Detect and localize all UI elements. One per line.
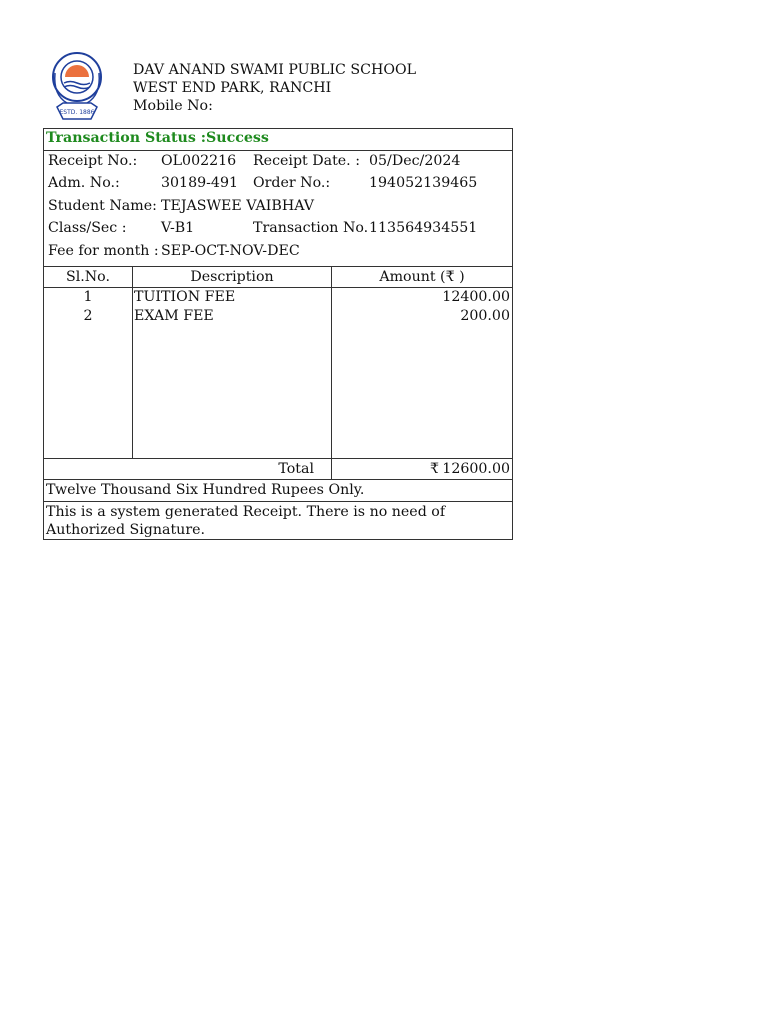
dav-emblem-icon bbox=[51, 45, 103, 125]
class-sec-label: Class/Sec : bbox=[48, 220, 127, 236]
row-sl-no: 2 bbox=[83, 308, 93, 324]
transaction-no-value: 113564934551 bbox=[369, 220, 478, 236]
mobile-label: Mobile No: bbox=[133, 98, 213, 114]
student-name-value: TEJASWEE VAIBHAV bbox=[161, 198, 314, 214]
rupee-icon: ₹ bbox=[430, 461, 440, 477]
row-amount: 12400.00 bbox=[442, 289, 510, 305]
header-amount: Amount (₹ ) bbox=[379, 269, 465, 285]
class-sec-value: V-B1 bbox=[161, 220, 195, 236]
receipt-date-label: Receipt Date. : bbox=[253, 153, 360, 169]
header-description: Description bbox=[190, 269, 274, 285]
transaction-no-label: Transaction No. bbox=[253, 220, 369, 236]
total-row bbox=[44, 459, 512, 480]
receipt-no-value: OL002216 bbox=[161, 153, 237, 169]
table-row bbox=[44, 288, 512, 307]
order-no-label: Order No.: bbox=[253, 175, 331, 191]
fee-table-body bbox=[44, 288, 512, 459]
receipt-details bbox=[44, 151, 512, 267]
svg-text:ESTD. 1886: ESTD. 1886 bbox=[59, 109, 95, 116]
adm-no-label: Adm. No.: bbox=[48, 175, 120, 191]
row-description: EXAM FEE bbox=[134, 308, 214, 324]
school-name: DAV ANAND SWAMI PUBLIC SCHOOL bbox=[133, 62, 417, 78]
details-line-fee-month bbox=[48, 243, 512, 265]
order-no-value: 194052139465 bbox=[369, 175, 478, 191]
system-note-row bbox=[44, 502, 512, 539]
fee-month-label: Fee for month : bbox=[48, 243, 159, 259]
school-logo bbox=[51, 45, 103, 125]
details-line-class bbox=[48, 220, 512, 242]
receipt-date-value: 05/Dec/2024 bbox=[369, 153, 461, 169]
details-line-receipt bbox=[48, 153, 512, 175]
transaction-status-row bbox=[44, 129, 512, 151]
student-name-label: Student Name: bbox=[48, 198, 157, 214]
receipt-no-label: Receipt No.: bbox=[48, 153, 138, 169]
school-address: WEST END PARK, RANCHI bbox=[133, 80, 332, 96]
fee-month-value: SEP-OCT-NOV-DEC bbox=[161, 243, 300, 259]
adm-no-value: 30189-491 bbox=[161, 175, 239, 191]
details-line-student bbox=[48, 198, 512, 220]
row-description: TUITION FEE bbox=[134, 289, 236, 305]
system-note-line-1: This is a system generated Receipt. There is no need of bbox=[46, 504, 446, 520]
school-header bbox=[133, 61, 416, 115]
amount-in-words-row bbox=[44, 480, 512, 502]
transaction-status: Transaction Status :Success bbox=[46, 130, 269, 146]
header-sl-no: Sl.No. bbox=[66, 269, 110, 285]
amount-in-words: Twelve Thousand Six Hundred Rupees Only. bbox=[46, 482, 365, 498]
row-amount: 200.00 bbox=[460, 308, 510, 324]
fee-table-header bbox=[44, 267, 512, 288]
system-note-line-2: Authorized Signature. bbox=[46, 522, 206, 538]
total-amount: 12600.00 bbox=[442, 461, 510, 477]
table-row bbox=[44, 307, 512, 326]
total-label: Total bbox=[278, 461, 314, 477]
details-line-admission bbox=[48, 175, 512, 197]
fee-receipt bbox=[43, 128, 513, 540]
row-sl-no: 1 bbox=[83, 289, 93, 305]
